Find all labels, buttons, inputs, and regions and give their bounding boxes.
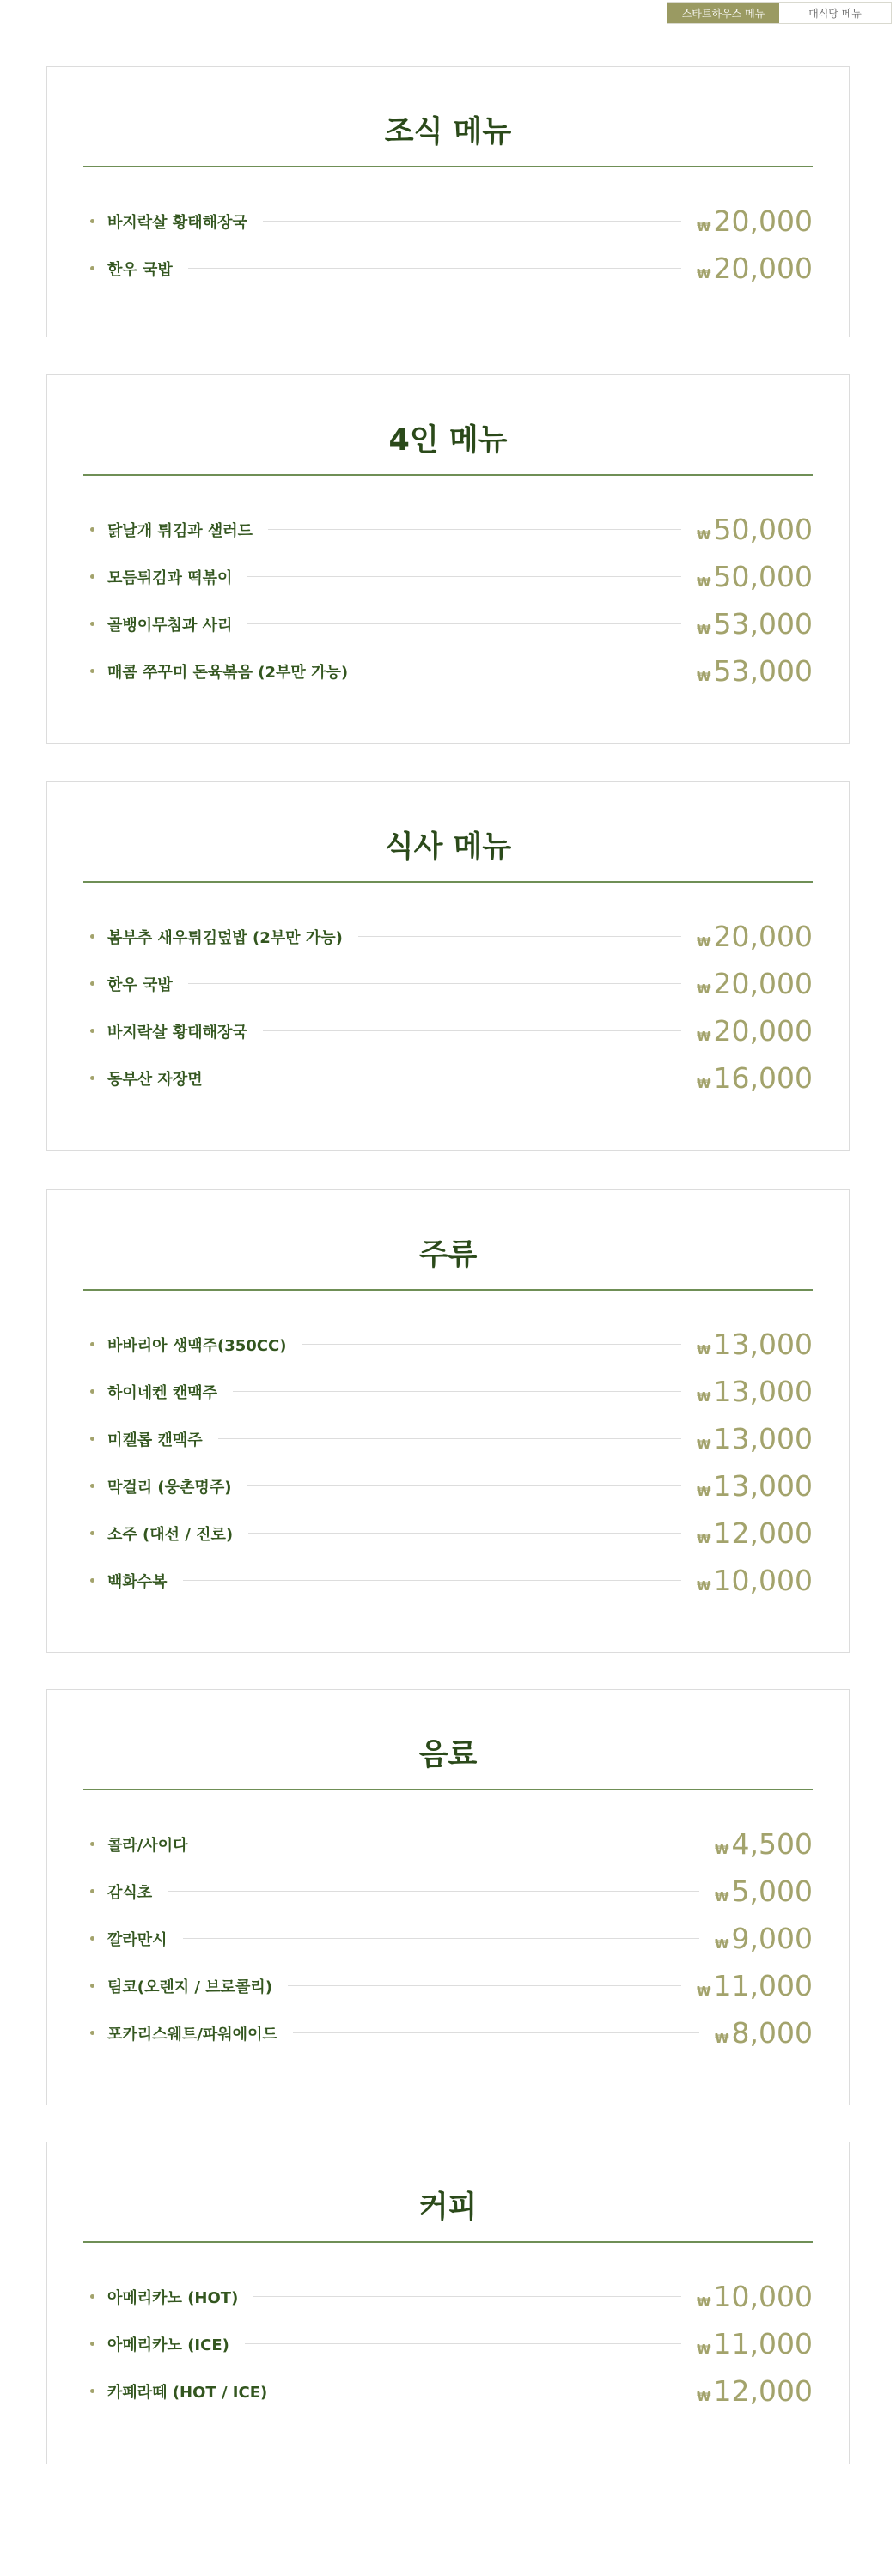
menu-item <box>83 553 813 600</box>
menu-item <box>83 245 813 292</box>
menu-item <box>83 506 813 553</box>
menu-item-price <box>697 967 813 1000</box>
dotted-leader-line <box>358 936 681 937</box>
menu-item-name: 한우 국밥 <box>107 975 173 994</box>
price-value: 20,000 <box>713 204 813 238</box>
bullet-dot-icon <box>90 934 94 939</box>
menu-item-price <box>697 560 813 593</box>
currency-symbol: ₩ <box>696 1076 711 1091</box>
tab-main-restaurant-menu[interactable]: 대식당 메뉴 <box>779 3 891 23</box>
menu-item-name: 팀코(오렌지 / 브로콜리) <box>107 1978 273 1996</box>
currency-symbol: ₩ <box>696 669 711 684</box>
dotted-leader-line <box>253 2296 681 2297</box>
bullet-dot-icon <box>90 527 94 532</box>
currency-symbol: ₩ <box>714 1842 729 1857</box>
price-value: 12,000 <box>713 2374 813 2408</box>
currency-symbol: ₩ <box>696 934 711 950</box>
section-divider <box>83 1289 813 1291</box>
menu-item-price <box>697 1469 813 1503</box>
dotted-leader-line <box>248 1533 681 1534</box>
menu-item <box>83 1962 813 2009</box>
menu-item-list <box>83 1820 813 2057</box>
menu-item-price <box>715 1827 813 1861</box>
menu-item-list <box>83 1321 813 1604</box>
section-divider <box>83 2241 813 2243</box>
menu-item-name: 소주 (대선 / 진로) <box>107 1525 234 1544</box>
dotted-leader-line <box>268 529 681 530</box>
dotted-leader-line <box>183 1580 681 1581</box>
menu-item-name: 바지락살 황태해장국 <box>107 1023 247 1042</box>
price-value: 53,000 <box>713 654 813 688</box>
currency-symbol: ₩ <box>696 527 711 543</box>
price-value: 11,000 <box>713 2327 813 2360</box>
menu-item-price <box>697 1422 813 1455</box>
menu-item <box>83 913 813 960</box>
price-value: 9,000 <box>731 1922 813 1955</box>
menu-item <box>83 2320 813 2367</box>
menu-item-price <box>697 920 813 953</box>
menu-item <box>83 1368 813 1415</box>
menu-tabs <box>667 2 892 24</box>
price-value: 13,000 <box>713 1375 813 1408</box>
menu-item-name: 봄부추 새우튀김덮밥 (2부만 가능) <box>107 928 343 947</box>
bullet-dot-icon <box>90 2389 94 2393</box>
currency-symbol: ₩ <box>696 574 711 590</box>
menu-item-name: 아메리카노 (HOT) <box>107 2288 239 2307</box>
menu-item-name: 동부산 자장면 <box>107 1070 203 1089</box>
price-value: 13,000 <box>713 1327 813 1361</box>
price-value: 50,000 <box>713 513 813 546</box>
menu-item <box>83 600 813 647</box>
dotted-leader-line <box>168 1891 699 1892</box>
menu-item-name: 카페라떼 (HOT / ICE) <box>107 2383 268 2402</box>
dotted-leader-line <box>188 268 681 269</box>
currency-symbol: ₩ <box>696 1029 711 1044</box>
dotted-leader-line <box>247 1485 681 1486</box>
menu-section-meal <box>46 781 850 1151</box>
menu-item-name: 닭날개 튀김과 샐러드 <box>107 521 253 540</box>
menu-item <box>83 1415 813 1462</box>
dotted-leader-line <box>263 1030 681 1031</box>
menu-item-price <box>697 607 813 641</box>
section-divider <box>83 881 813 883</box>
menu-item <box>83 1054 813 1102</box>
menu-section-breakfast <box>46 66 850 337</box>
bullet-dot-icon <box>90 266 94 270</box>
menu-item-price <box>697 2374 813 2408</box>
currency-symbol: ₩ <box>696 1531 711 1546</box>
bullet-dot-icon <box>90 2294 94 2299</box>
menu-item <box>83 1510 813 1557</box>
menu-section-coffee <box>46 2142 850 2464</box>
price-value: 20,000 <box>713 1014 813 1048</box>
dotted-leader-line <box>302 1344 681 1345</box>
currency-symbol: ₩ <box>696 1984 711 1999</box>
menu-item-name: 모듬튀김과 떡볶이 <box>107 568 233 587</box>
bullet-dot-icon <box>90 622 94 626</box>
section-title: 주류 <box>418 1238 478 1273</box>
bullet-dot-icon <box>90 1484 94 1488</box>
menu-item-name: 하이네켄 캔맥주 <box>107 1383 217 1402</box>
bullet-dot-icon <box>90 669 94 673</box>
bullet-dot-icon <box>90 1531 94 1535</box>
currency-symbol: ₩ <box>696 2294 711 2310</box>
menu-item <box>83 2273 813 2320</box>
menu-item-price <box>697 204 813 238</box>
price-value: 13,000 <box>713 1469 813 1503</box>
dotted-leader-line <box>247 576 681 577</box>
menu-item-name: 백화수복 <box>107 1572 168 1591</box>
menu-item <box>83 1557 813 1604</box>
menu-item <box>83 960 813 1007</box>
section-title: 음료 <box>418 1738 478 1772</box>
dotted-leader-line <box>288 1985 681 1986</box>
menu-item-list <box>83 506 813 695</box>
price-value: 10,000 <box>713 1564 813 1597</box>
bullet-dot-icon <box>90 1889 94 1893</box>
menu-item-price <box>715 1874 813 1908</box>
price-value: 20,000 <box>713 920 813 953</box>
currency-symbol: ₩ <box>696 1342 711 1358</box>
menu-item <box>83 2367 813 2415</box>
menu-item-name: 콜라/사이다 <box>107 1836 188 1855</box>
bullet-dot-icon <box>90 2342 94 2346</box>
section-title: 4인 메뉴 <box>388 423 508 458</box>
currency-symbol: ₩ <box>696 2389 711 2404</box>
menu-item <box>83 1007 813 1054</box>
bullet-dot-icon <box>90 574 94 579</box>
menu-item <box>83 2009 813 2057</box>
menu-item-name: 골뱅이무침과 사리 <box>107 616 233 635</box>
menu-item-price <box>697 1969 813 2002</box>
menu-item-list <box>83 2273 813 2415</box>
currency-symbol: ₩ <box>696 2342 711 2357</box>
bullet-dot-icon <box>90 1342 94 1346</box>
dotted-leader-line <box>293 2032 699 2033</box>
currency-symbol: ₩ <box>696 1484 711 1499</box>
section-divider <box>83 166 813 167</box>
menu-item-price <box>697 513 813 546</box>
menu-item-name: 한우 국밥 <box>107 260 173 279</box>
price-value: 10,000 <box>713 2280 813 2313</box>
menu-item-price <box>697 1516 813 1550</box>
menu-item-price <box>697 654 813 688</box>
price-value: 53,000 <box>713 607 813 641</box>
bullet-dot-icon <box>90 1578 94 1583</box>
menu-item-price <box>697 1327 813 1361</box>
tab-starthouse-menu[interactable]: 스타트하우스 메뉴 <box>667 3 779 23</box>
menu-item-list <box>83 197 813 292</box>
price-value: 20,000 <box>713 967 813 1000</box>
price-value: 4,500 <box>731 1827 813 1861</box>
menu-item-name: 깔라만시 <box>107 1930 168 1949</box>
currency-symbol: ₩ <box>696 266 711 282</box>
currency-symbol: ₩ <box>714 1936 729 1952</box>
menu-item-price <box>715 1922 813 1955</box>
menu-item-price <box>697 1061 813 1095</box>
bullet-dot-icon <box>90 981 94 986</box>
currency-symbol: ₩ <box>696 622 711 637</box>
price-value: 12,000 <box>713 1516 813 1550</box>
dotted-leader-line <box>263 221 681 222</box>
menu-item-price <box>697 1014 813 1048</box>
menu-item-name: 매콤 쭈꾸미 돈육볶음 (2부만 가능) <box>107 663 349 682</box>
bullet-dot-icon <box>90 1389 94 1394</box>
currency-symbol: ₩ <box>696 981 711 997</box>
menu-item-name: 바지락살 황태해장국 <box>107 213 247 232</box>
menu-item <box>83 647 813 695</box>
currency-symbol: ₩ <box>696 1389 711 1405</box>
menu-item <box>83 1915 813 1962</box>
menu-item-price <box>697 252 813 285</box>
currency-symbol: ₩ <box>714 1889 729 1905</box>
currency-symbol: ₩ <box>696 1578 711 1594</box>
menu-section-beverage <box>46 1689 850 2105</box>
menu-item <box>83 1868 813 1915</box>
bullet-dot-icon <box>90 2031 94 2035</box>
menu-item <box>83 1462 813 1510</box>
menu-item-name: 막걸리 (웅촌명주) <box>107 1478 232 1497</box>
price-value: 13,000 <box>713 1422 813 1455</box>
menu-item-name: 바바리아 생맥주(350CC) <box>107 1336 287 1355</box>
menu-item <box>83 197 813 245</box>
menu-item-name: 감식초 <box>107 1883 153 1902</box>
dotted-leader-line <box>247 623 681 624</box>
price-value: 20,000 <box>713 252 813 285</box>
currency-symbol: ₩ <box>696 219 711 234</box>
bullet-dot-icon <box>90 1842 94 1846</box>
bullet-dot-icon <box>90 1984 94 1988</box>
menu-item-price <box>715 2016 813 2050</box>
bullet-dot-icon <box>90 1437 94 1441</box>
section-title: 식사 메뉴 <box>384 830 512 865</box>
menu-item-price <box>697 2327 813 2360</box>
menu-item-price <box>697 2280 813 2313</box>
currency-symbol: ₩ <box>696 1437 711 1452</box>
menu-item-list <box>83 913 813 1102</box>
bullet-dot-icon <box>90 1029 94 1033</box>
menu-item-price <box>697 1375 813 1408</box>
price-value: 11,000 <box>713 1969 813 2002</box>
menu-item-price <box>697 1564 813 1597</box>
menu-item <box>83 1321 813 1368</box>
menu-section-liquor <box>46 1189 850 1653</box>
bullet-dot-icon <box>90 219 94 223</box>
bullet-dot-icon <box>90 1936 94 1941</box>
section-title: 커피 <box>418 2190 478 2225</box>
menu-item-name: 포카리스웨트/파워에이드 <box>107 2025 277 2044</box>
section-divider <box>83 474 813 476</box>
price-value: 50,000 <box>713 560 813 593</box>
menu-item <box>83 1820 813 1868</box>
price-value: 16,000 <box>713 1061 813 1095</box>
bullet-dot-icon <box>90 1076 94 1080</box>
dotted-leader-line <box>245 2343 681 2344</box>
dotted-leader-line <box>233 1391 681 1392</box>
dotted-leader-line <box>183 1938 699 1939</box>
menu-section-four-person <box>46 374 850 744</box>
dotted-leader-line <box>218 1438 681 1439</box>
section-divider <box>83 1789 813 1790</box>
menu-item-name: 미켈롭 캔맥주 <box>107 1431 203 1449</box>
dotted-leader-line <box>188 983 681 984</box>
menu-item-name: 아메리카노 (ICE) <box>107 2336 229 2354</box>
price-value: 8,000 <box>731 2016 813 2050</box>
section-title: 조식 메뉴 <box>384 115 512 149</box>
currency-symbol: ₩ <box>714 2031 729 2046</box>
price-value: 5,000 <box>731 1874 813 1908</box>
